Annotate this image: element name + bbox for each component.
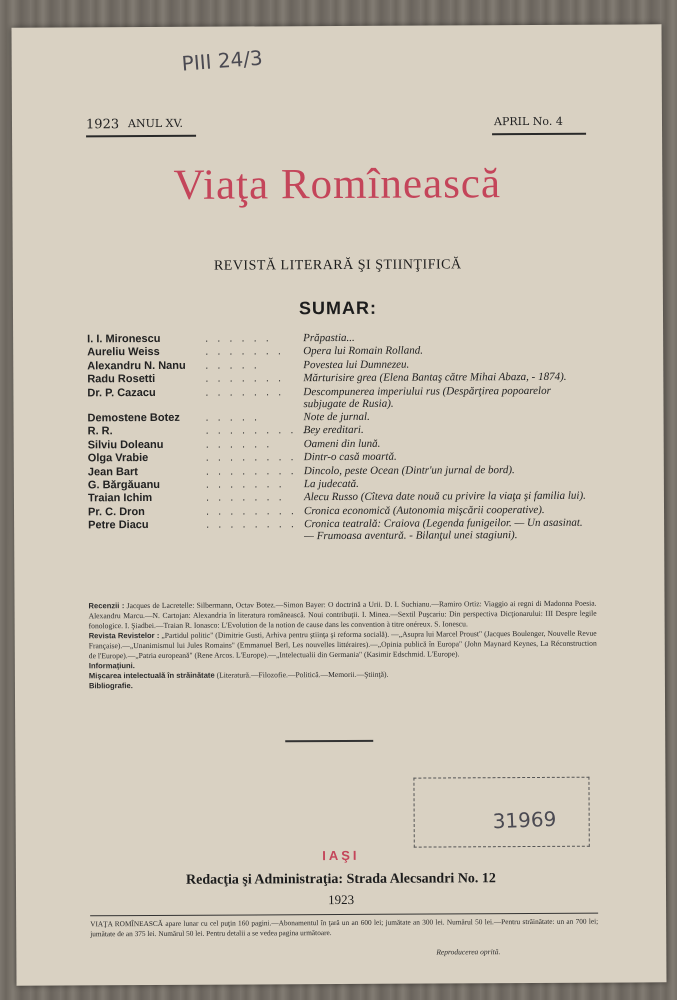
- toc-work: Alecu Russo (Cîteva date nouă cu privire la viaţa şi familia lui).: [303, 490, 586, 504]
- reviews-text: Jacques de Lacretelle: Silbermann, Octav Botez.—Simon Bayer: O doctrină a Urii. D. I. Suchianu.—Ramiro Ortiz: Viaggio ai regni di Madonna Poesia. Alexandru Marcu.—N. Cartojan: Alexandria în literatura românească. Noui contribuţii. I. Minea.—Sextil Puşcariu: Din perspectiva Dicţionarului: III Despre legile fonologice. I. Şiadbei.—Traian R. Ionasco: L'Evolution de la notion de cause dans les convention à titre onéreux. S. Ionescu.: [88, 598, 597, 631]
- summary-heading: SUMAR:: [298, 297, 378, 319]
- toc-dots: . . . . . . . .: [205, 451, 297, 464]
- toc-entry: [88, 423, 593, 438]
- toc-entry: [88, 517, 593, 544]
- toc-author: I. I. Mironescu: [87, 332, 161, 346]
- reproduction-note: Reproducerea oprită.: [436, 947, 501, 957]
- toc-entry: [88, 490, 593, 505]
- editorial-address: Redacţia şi Administraţia: Strada Alecsandri No. 12: [185, 871, 496, 888]
- publication-city: IAŞI: [322, 847, 360, 864]
- toc-entry: [87, 357, 592, 372]
- magazine-cover: [11, 24, 666, 985]
- toc-dots: . . . . . . . .: [206, 504, 297, 518]
- reviews-label: Recenzii :: [88, 601, 125, 611]
- toc-dots: . . . . .: [205, 411, 261, 424]
- toc-work: Oameni din lună.: [303, 437, 381, 450]
- review-of-reviews-paragraph: [89, 629, 597, 662]
- toc-dots: . . . . . . .: [205, 345, 284, 359]
- toc-author: Demostene Botez: [87, 411, 180, 425]
- review-of-reviews-label: Revista Revistelor :: [88, 630, 160, 641]
- toc-entry: [87, 371, 592, 386]
- toc-work: Mărturisire grea (Elena Bantaş către Mihai Abaza, - 1874).: [303, 370, 567, 385]
- toc-entry: [87, 384, 592, 411]
- header-issue: APRIL No. 4: [493, 114, 563, 129]
- toc-work: La judecată.: [303, 477, 359, 491]
- toc-work: Note de jurnal.: [303, 410, 370, 424]
- toc-work: Descompunerea imperiului rus (Despărţirea popoarelor subjugate de Rusia).: [303, 384, 551, 410]
- small-print-section: [89, 599, 597, 692]
- toc-work: Cronica teatrală: Craiova (Legenda funigeilor. — Un asasinat. — Frumoasa aventură. - Bilanţul unei stagiuni).: [304, 516, 583, 543]
- toc-dots: . . . . . .: [205, 332, 272, 345]
- toc-entry: [88, 503, 593, 518]
- table-of-contents: [87, 331, 593, 545]
- handwritten-shelf-mark: PIII 24/3: [180, 45, 264, 76]
- toc-entry: [88, 477, 593, 492]
- toc-entry: [88, 463, 593, 478]
- news-label: Informaţiuni.: [88, 661, 135, 671]
- inventory-stamp: [413, 777, 589, 848]
- toc-author: Radu Rosetti: [87, 373, 156, 386]
- toc-author: Alexandru N. Nanu: [87, 359, 186, 373]
- toc-author: Olga Vrabie: [87, 452, 149, 465]
- section-divider: [285, 740, 373, 742]
- toc-author: Aureliu Weiss: [87, 346, 160, 359]
- toc-entry: [87, 344, 592, 359]
- toc-author: G. Bărgăuanu: [87, 478, 161, 492]
- toc-work: Povestea lui Dumnezeu.: [303, 358, 410, 371]
- toc-work: Bey ereditari.: [303, 424, 364, 437]
- toc-entry: [87, 331, 592, 346]
- toc-entry: [88, 450, 593, 465]
- magazine-title: Viaţa Romînească: [173, 160, 502, 209]
- review-of-reviews-text: „Partidul politic" (Dimitrie Gusti, Arhiva pentru ştiinţa şi reforma socială). —„Asupra lui Marcel Proust" (Jacques Boulenger, Nouvelle Revue Française).—„Unanimismul lui Jules Romains" (Emmanuel Berl, Les nouvelles littéraires).—„Opinia publică în Europa" (John Maynard Keynes, La Réconstruction de l'Europe).—„Patria europeană" (Rene Arcos. L'Europe).—„Intelectualii din Germania" (Kasimir Edschmid. L'Europe).: [88, 628, 597, 661]
- toc-entry: [88, 436, 593, 451]
- toc-work: Cronica economică (Autonomia mişcării cooperative).: [303, 503, 545, 517]
- toc-author: Jean Bart: [87, 465, 138, 478]
- toc-dots: . . . . .: [205, 359, 260, 372]
- toc-dots: . . . . . . . . . .: [205, 424, 321, 438]
- toc-author: R. R.: [87, 425, 113, 438]
- toc-work: Prăpastia...: [303, 331, 355, 345]
- intellectual-movement-text: (Literatură.—Filozofie.—Politică.—Memorii.—Ştiinţă).: [216, 669, 389, 680]
- toc-author: Silviu Doleanu: [87, 438, 164, 452]
- toc-dots: . . . . . .: [205, 438, 273, 451]
- header-volume: ANUL XV.: [127, 116, 184, 131]
- toc-dots: . . . . . . . .: [206, 518, 297, 531]
- toc-author: Dr. P. Cazacu: [87, 386, 156, 399]
- subscription-note: VIAŢA ROMÎNEASCĂ apare lunar cu cel puţin 160 pagini.—Abonamentul în ţară un an 600 lei; jumătate an 300 lei. Numărul 50 lei.—Pentru străinătate: un an 700 lei; jumătate de an 375 lei. Numărul 50 lei. Pentru detalii a se vedea pagina următoare.: [90, 916, 599, 939]
- toc-dots: . . . . . . .: [205, 478, 285, 491]
- footer-rule: [90, 913, 598, 917]
- toc-dots: . . . . . . .: [205, 491, 285, 504]
- toc-author: Traian Ichim: [87, 492, 153, 505]
- intellectual-movement-label: Mişcarea intelectuală în străinătate: [88, 670, 215, 681]
- toc-author: Pr. C. Dron: [88, 505, 145, 519]
- toc-work: Dincolo, peste Ocean (Dintr'un jurnal de bord).: [303, 463, 515, 477]
- toc-dots: . . . . . . . .: [205, 464, 297, 478]
- toc-author: Petre Diacu: [88, 519, 149, 532]
- header-year: 1923: [85, 117, 120, 133]
- handwritten-inventory-number: 31969: [492, 806, 557, 834]
- publication-year: 1923: [328, 891, 355, 908]
- toc-dots: . . . . . . .: [205, 372, 285, 385]
- toc-work: Opera lui Romain Rolland.: [303, 344, 424, 358]
- toc-dots: . . . . . . .: [205, 385, 285, 399]
- reviews-paragraph: [89, 599, 597, 632]
- toc-work: Dintr-o casă moartă.: [303, 450, 397, 464]
- bibliography-label: Bibliografie.: [88, 681, 133, 691]
- magazine-subtitle: REVISTĂ LITERARĂ ŞI ŞTIINŢIFICĂ: [213, 257, 462, 274]
- toc-entry: [88, 410, 593, 425]
- issue-header: [86, 115, 586, 148]
